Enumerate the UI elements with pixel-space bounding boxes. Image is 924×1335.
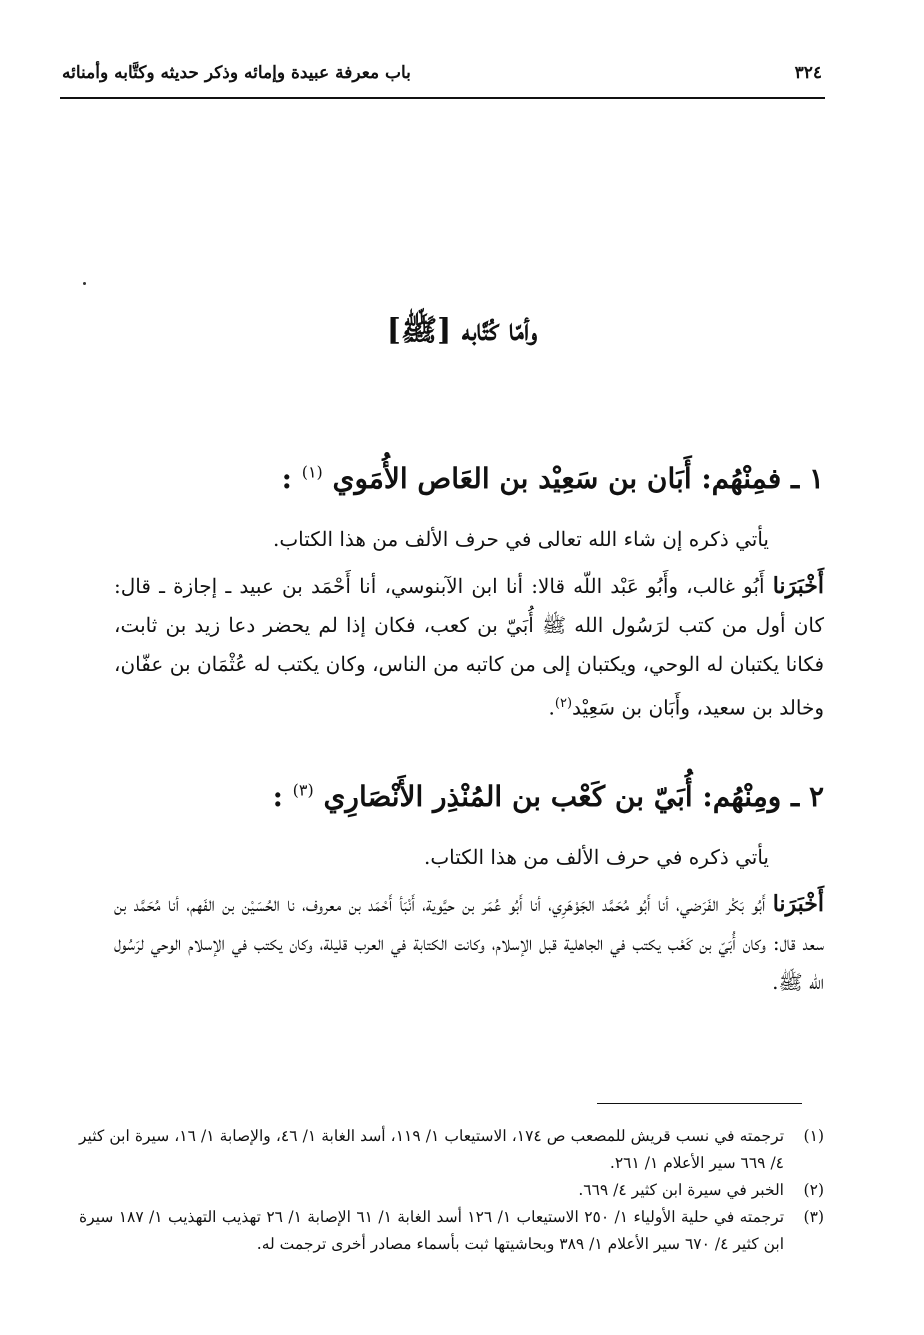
- footnote: [79, 1177, 824, 1204]
- narration-text: أَبُو بَكْر الفَرَضي، أنا أَبُو مُحَمَّد الجَوْهَرِي، أنا أَبُو عُمَر بن حيَّوية، أَنْبَأ أَحْمَد بن معروف، نا الحُسَيْن بن الفَهم، أنا مُحَمَّد بن سعد قال: وكان أُبَيّ بن كَعْب يكتب في الجاهلية قبل الإسلام، وكانت الكتابة في العرب قليلة، وكان يكتب في الإسلام الوحي لرَسُول الله ﷺ.: [114, 892, 824, 994]
- narration-text: أَبُو غالب، وأَبُو عَبْد اللّه قالا: أنا ابن الآبنوسي، أنا أَحْمَد بن عبيد ـ إجازة ـ قال: كان أول من كتب لرَسُول الله ﷺ أُبَيّ بن كعب، فكان إذا لم يحضر دعا زيد بن ثابت، فكانا يكتبان له الوحي، ويكتبان إلى من كاتبه من الناس، وكان يكتب له عُثْمَان بن عفّان، وخالد بن سعيد، وأَبَان بن سَعِيْد: [114, 574, 824, 720]
- footnote-ref: (٢): [554, 696, 573, 711]
- entry-title-text: ١ ـ فمِنْهُم: أَبَان بن سَعِيْد بن العَاص الأُمَوي: [332, 462, 824, 495]
- entry-2-narration: [114, 885, 824, 1002]
- footnote-ref: (١): [301, 462, 323, 482]
- footnotes: [79, 1123, 824, 1258]
- footnote-text: ترجمته في حلية الأولياء ١/ ٢٥٠ الاستيعاب ١/ ١٢٦ أسد الغابة ١/ ٦١ الإصابة ١/ ٢٦ تهذيب التهذيب ١/ ١٨٧ سيرة ابن كثير ٤/ ٦٧٠ سير الأعلام ١/ ٣٨٩ وبحاشيتها ثبت بأسماء مصادر أخرى ترجمت له.: [79, 1208, 785, 1253]
- entry-title-colon: :: [281, 462, 292, 495]
- footnote: [79, 1123, 824, 1177]
- footnote-number: (٢): [803, 1181, 824, 1199]
- footnote-text: الخبر في سيرة ابن كثير ٤/ ٦٦٩.: [578, 1181, 784, 1199]
- page-number: ٣٢٤: [794, 63, 822, 83]
- entry-title-1: [84, 462, 824, 495]
- entry-title-2: [84, 780, 824, 813]
- entry-1-intro: يأتي ذكره إن شاء الله تعالى في حرف الألف من هذا الكتاب.: [272, 527, 769, 551]
- lead-word: أَخْبَرَنا: [772, 891, 825, 917]
- footnote-ref: (٣): [292, 780, 314, 800]
- entry-title-text: ٢ ـ ومِنْهُم: أُبَيّ بن كَعْب بن المُنْذِر الأَنْصَارِي: [323, 780, 824, 813]
- footnote-number: (٣): [803, 1208, 824, 1226]
- narration-end: .: [548, 695, 555, 720]
- header-rule: [60, 97, 825, 99]
- footnote: [79, 1204, 824, 1258]
- entry-title-colon: :: [272, 780, 283, 813]
- footnote-text: ترجمته في نسب قريش للمصعب ص ١٧٤، الاستيعاب ١/ ١١٩، أسد الغابة ١/ ٤٦، والإصابة ١/ ١٦، سيرة ابن كثير ٤/ ٦٦٩ سير الأعلام ١/ ٢٦١.: [79, 1127, 785, 1172]
- running-title: باب معرفة عبيدة وإمائه وذكر حديثه وكتَّابه وأمنائه: [62, 63, 411, 83]
- footnote-rule: [597, 1103, 802, 1104]
- footnote-number: (١): [803, 1127, 824, 1145]
- section-title: وأمّا كُتَّابه [ﷺ]: [386, 313, 538, 348]
- entry-1-narration: [114, 567, 824, 728]
- entry-2-intro: يأتي ذكره في حرف الألف من هذا الكتاب.: [423, 845, 769, 869]
- stray-dot: [83, 282, 86, 285]
- page-header: [62, 56, 822, 90]
- lead-word: أَخْبَرَنا: [772, 573, 825, 599]
